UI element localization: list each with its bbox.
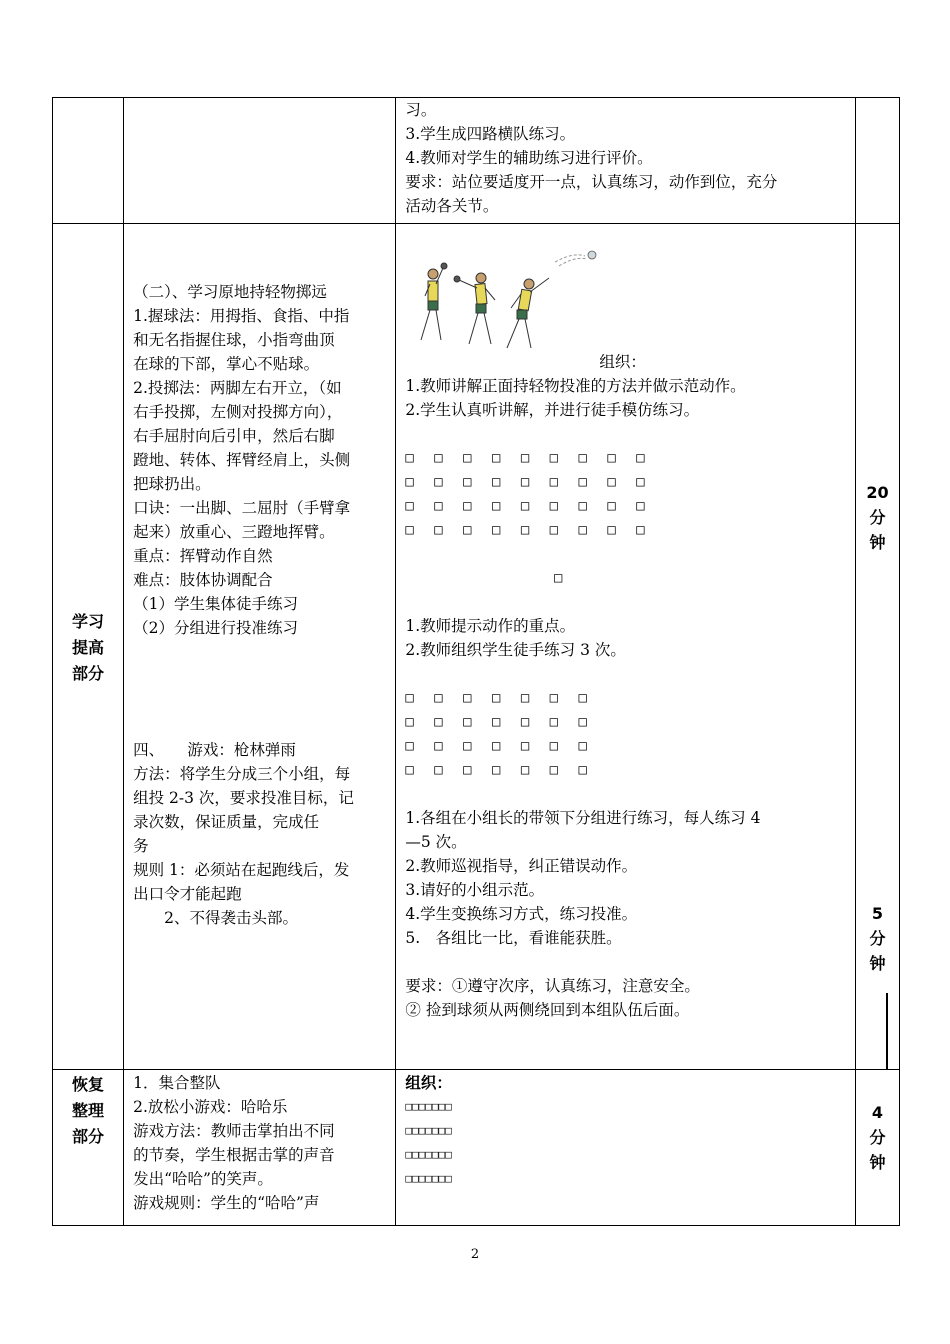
section-label-line: 提高 xyxy=(72,638,105,657)
duration-label xyxy=(856,901,899,976)
text-line: 和无名指握住球，小指弯曲顶 xyxy=(133,331,335,349)
formation-row: □ □ □ □ □ □ □ xyxy=(405,714,593,730)
text-line: 3.请好的小组示范。 xyxy=(405,881,545,899)
organization-cell xyxy=(396,224,856,1070)
formation-row: □□□□□□□ xyxy=(405,1148,452,1161)
text-line: 要求：站位要适度开一点，认真练习，动作到位，充分 xyxy=(405,173,778,191)
text-line: 2.投掷法：两脚左右开立，（如 xyxy=(133,379,342,397)
text-line: 3.学生成四路横队练习。 xyxy=(405,125,576,143)
formation-row: □□□□□□□ xyxy=(405,1100,452,1113)
text-line: 右手投掷，左侧对投掷方向）， xyxy=(133,403,343,421)
requirement-line: 要求：①遵守次序，认真练习，注意安全。 xyxy=(405,977,700,995)
duration-unit: 分 xyxy=(869,508,886,527)
text-line: 5. 各组比一比，看谁能获胜。 xyxy=(405,929,622,947)
text-line: 录次数，保证质量，完成任 xyxy=(133,813,320,831)
section-cell xyxy=(53,98,124,224)
section-label-line: 恢复 xyxy=(72,1075,105,1094)
duration-value: 5 xyxy=(871,904,884,923)
requirement-line: ② 捡到球须从两侧绕回到本组队伍后面。 xyxy=(405,1001,690,1019)
text-line: 组投 2-3 次，要求投准目标，记 xyxy=(133,789,354,807)
text-line: 4.学生变换练习方式，练习投准。 xyxy=(405,905,638,923)
duration-unit: 分 xyxy=(869,1128,886,1147)
text-line: 1.各组在小组长的带领下分组进行练习，每人练习 4 xyxy=(405,809,761,827)
text-line: 起来）放重心、三蹬地挥臂。 xyxy=(133,523,335,541)
text-line: 4.教师对学生的辅助练习进行评价。 xyxy=(405,149,653,167)
duration-value: 20 xyxy=(866,483,889,502)
section-cell xyxy=(53,224,124,1070)
section-label-line: 整理 xyxy=(72,1101,105,1120)
throwing-demonstration-illustration xyxy=(403,244,603,364)
text-line: 2.教师组织学生徒手练习 3 次。 xyxy=(405,641,626,659)
formation-row: □ □ □ □ □ □ □ xyxy=(405,690,593,706)
formation-row: □□□□□□□ xyxy=(405,1172,452,1185)
text-line: 1.握球法：用拇指、食指、中指 xyxy=(133,307,350,325)
section-label-line: 部分 xyxy=(72,664,105,683)
time-cell xyxy=(855,1070,899,1226)
text-line: 2.教师巡视指导，纠正错误动作。 xyxy=(405,857,638,875)
text-line: （1）学生集体徒手练习 xyxy=(133,595,298,613)
organization-cell xyxy=(396,98,856,224)
content-cell xyxy=(124,224,396,1070)
text-line: 1．集合整队 xyxy=(133,1074,221,1092)
page-number: 2 xyxy=(470,1247,480,1262)
formation-row: □ □ □ □ □ □ □ □ □ xyxy=(405,498,651,514)
duration-value: 4 xyxy=(871,1103,884,1122)
duration-unit: 钟 xyxy=(869,954,886,973)
text-line: 游戏规则：学生的“哈哈”声 xyxy=(133,1194,320,1212)
organization-label: 组织： xyxy=(405,1074,452,1092)
organization-label: 组织： xyxy=(599,353,646,371)
margin-bar xyxy=(886,993,888,1069)
formation-row: □□□□□□□ xyxy=(405,1124,452,1137)
text-line: 发出“哈哈”的笑声。 xyxy=(133,1170,273,1188)
text-line: 1.教师提示动作的重点。 xyxy=(405,617,576,635)
text-line: 难点：肢体协调配合 xyxy=(133,571,273,589)
text-line: 务 xyxy=(133,837,149,855)
text-line: 游戏方法：教师击掌拍出不同 xyxy=(133,1122,335,1140)
content-cell xyxy=(124,98,396,224)
section-label xyxy=(53,1070,123,1150)
duration-label xyxy=(856,1100,899,1175)
formation-row: □ □ □ □ □ □ □ xyxy=(405,762,593,778)
text-line: 2.放松小游戏：哈哈乐 xyxy=(133,1098,288,1116)
section-label xyxy=(53,609,123,687)
text-line: —5 次。 xyxy=(405,833,467,851)
teacher-position-marker: □ xyxy=(553,570,569,586)
text-line: 蹬地、转体、挥臂经肩上，头侧 xyxy=(133,451,351,469)
text-line: （二）、学习原地持轻物掷远 xyxy=(133,283,327,301)
text-line: 2、不得袭击头部。 xyxy=(133,909,298,927)
duration-unit: 钟 xyxy=(869,1153,886,1172)
text-line: 的节奏，学生根据击掌的声音 xyxy=(133,1146,335,1164)
text-line: 重点：挥臂动作自然 xyxy=(133,547,273,565)
lesson-plan-table xyxy=(52,97,900,1226)
text-line: 出口令才能起跑 xyxy=(133,885,242,903)
time-cell xyxy=(855,98,899,224)
text-line: 1.教师讲解正面持轻物投准的方法并做示范动作。 xyxy=(405,377,746,395)
duration-unit: 分 xyxy=(869,929,886,948)
formation-row: □ □ □ □ □ □ □ □ □ xyxy=(405,522,651,538)
time-cell xyxy=(855,224,899,1070)
text-line: 活动各关节。 xyxy=(405,197,499,215)
organization-cell xyxy=(396,1070,856,1226)
content-cell xyxy=(124,1070,396,1226)
section-label-line: 学习 xyxy=(72,612,105,631)
text-line: 方法：将学生分成三个小组，每 xyxy=(133,765,351,783)
text-line: 口诀：一出脚、二屈肘（手臂拿 xyxy=(133,499,351,517)
duration-label xyxy=(856,480,899,555)
formation-row: □ □ □ □ □ □ □ □ □ xyxy=(405,474,651,490)
text-line: （2）分组进行投准练习 xyxy=(133,619,298,637)
text-line: 规则 1：必须站在起跑线后，发 xyxy=(133,861,350,879)
table-row xyxy=(53,224,900,1070)
formation-row: □ □ □ □ □ □ □ xyxy=(405,738,593,754)
text-line: 四、 游戏：枪林弹雨 xyxy=(133,741,296,759)
text-line: 习。 xyxy=(405,101,437,119)
table-row xyxy=(53,98,900,224)
text-line: 把球扔出。 xyxy=(133,475,211,493)
text-line: 右手屈肘向后引申，然后右脚 xyxy=(133,427,335,445)
text-line: 在球的下部，掌心不贴球。 xyxy=(133,355,320,373)
section-cell xyxy=(53,1070,124,1226)
formation-row: □ □ □ □ □ □ □ □ □ xyxy=(405,450,651,466)
table-row xyxy=(53,1070,900,1226)
duration-unit: 钟 xyxy=(869,533,886,552)
section-label-line: 部分 xyxy=(72,1127,105,1146)
text-line: 2.学生认真听讲解，并进行徒手模仿练习。 xyxy=(405,401,700,419)
